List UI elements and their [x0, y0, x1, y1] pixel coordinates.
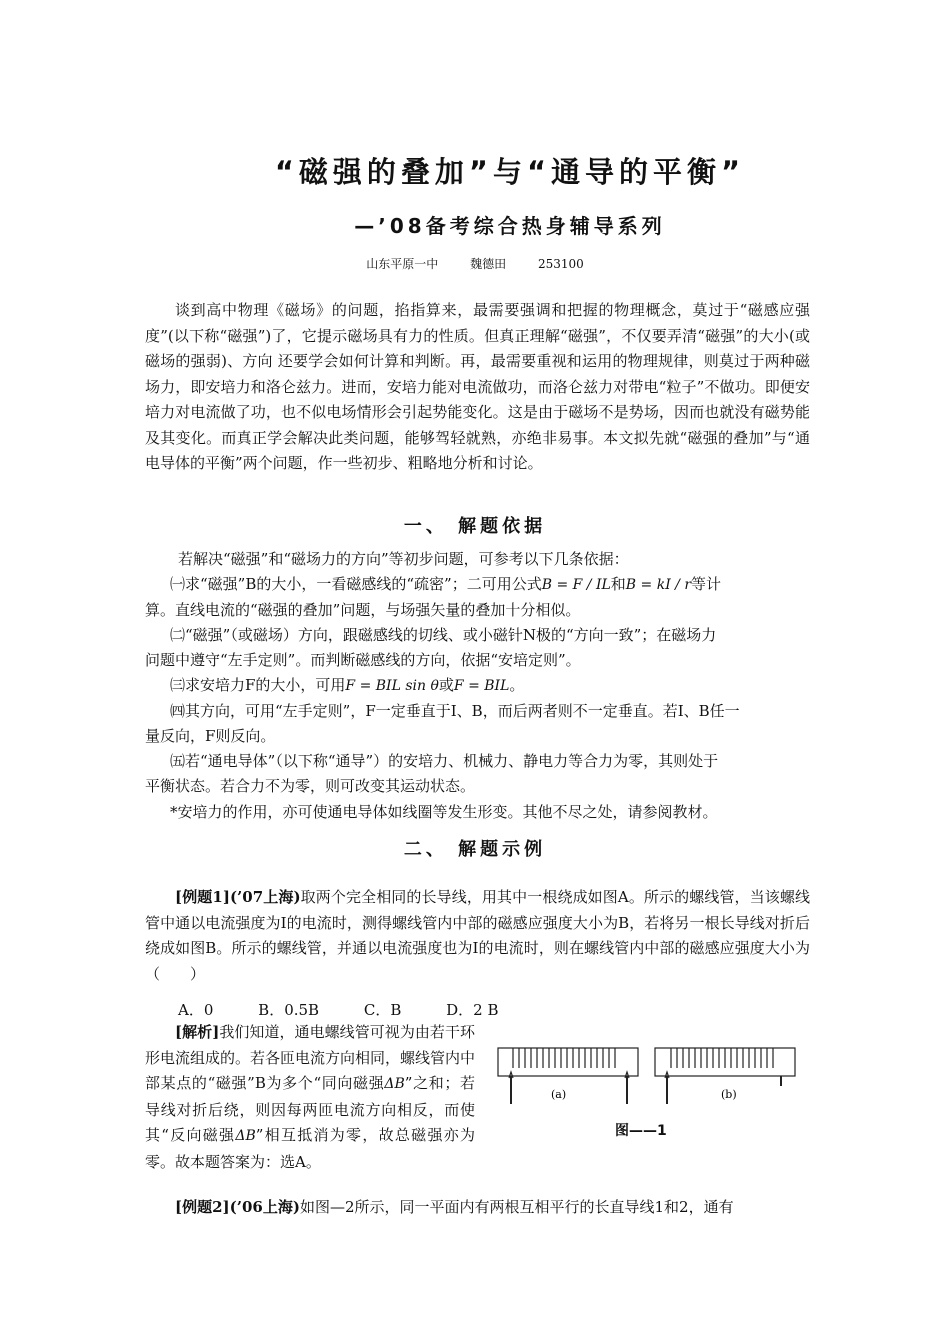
item2-line1: ㈡“磁强”（或磁场）方向，跟磁感线的切线、或小磁针N极的“方向一致”；在磁场力	[170, 626, 717, 644]
choice-b: B．0.5B	[258, 1001, 320, 1019]
example2-text: 如图—2所示，同一平面内有两根互相平行的长直导线1和2，通有	[299, 1198, 734, 1216]
choice-d: D．2 B	[446, 1001, 499, 1019]
fig-label-a: (a)	[551, 1088, 567, 1101]
analysis-part2: ”之和；若导线对折后绕，则因每两匝电流方向相反，而使其“反向磁强	[145, 1074, 475, 1144]
formula-b-force: B = F / IL	[541, 577, 611, 593]
intro-paragraph: 谈到高中物理《磁场》的问题，掐指算来，最需要强调和把握的物理概念，莫过于“磁感应强度”(以下称“磁强”)了，它提示磁场具有力的性质。但真正理解“磁强”，不仅要弄清“磁强”的大小(或磁场的强弱)、方向 还要学会如何计算和判断。再，最需要重视和运用的物理规律，则莫过于两种磁场力，即安培力和洛仑兹力。进而，安培力能对电流做功，而洛仑兹力对带电“粒子”不做功。即便安培力对电流做了功，也不似电场情形会引起势能变化。这是由于磁场不是势场，因而也就没有磁势能及其变化。而真正学会解决此类问题，能够驾轻就熟，亦绝非易事。本文拟先就“磁强的叠加”与“通电导体的平衡”两个问题，作一些初步、粗略地分析和讨论。	[145, 301, 810, 472]
item1-and: 和	[610, 575, 626, 593]
item1-text: ㈠求“磁强”B的大小，一看磁感线的“疏密”；二可用公式	[170, 575, 542, 593]
item1-line2: 算。直线电流的“磁强的叠加”问题，与场强矢量的叠加十分相似。	[145, 601, 581, 619]
section1-lead: 若解决“磁强”和“磁场力的方向”等初步问题，可参考以下几条依据：	[178, 550, 629, 568]
choice-c: C．B	[363, 1001, 402, 1019]
item3-end: 。	[509, 676, 525, 694]
item3-text: ㈢求安培力F的大小，可用	[170, 676, 346, 694]
section2-heading: 二、 解题示例	[403, 839, 547, 860]
author-name: 魏德田	[470, 257, 507, 271]
section1-heading: 一、 解题依据	[403, 516, 547, 537]
item1-tail: 等计	[691, 575, 722, 593]
analysis-tag: [解析]	[175, 1023, 220, 1041]
item2-line2: 问题中遵守“左手定则”。而判断磁感线的方向，依据“安培定则”。	[145, 651, 581, 669]
choice-a: A．0	[178, 1001, 214, 1019]
example2-source: (’06上海)	[229, 1198, 300, 1216]
analysis-part1: 我们知道，通电螺线管可视为由若干环形电流组成的。若各匝电流方向相同，螺线管内中部某点的“磁强”B为多个“同向磁强	[145, 1023, 476, 1092]
formula-f-bil: F = BIL	[453, 678, 510, 694]
formula-f-sin: F = BIL sin θ	[345, 678, 439, 694]
example1-tag: [例题1]	[175, 888, 230, 906]
item4-line2: 量反向，F则反向。	[145, 727, 276, 745]
example2-line	[145, 1195, 810, 1220]
author-school: 山东平原一中	[366, 257, 439, 271]
delta-b-symbol: ΔB	[384, 1076, 405, 1092]
author-line	[0, 255, 950, 272]
fig-label-b: (b)	[721, 1088, 737, 1101]
author-postcode: 253100	[537, 257, 584, 271]
item5-line2: 平衡状态。若合力不为零，则可改变其运动状态。	[145, 777, 476, 795]
example1-source: (’07上海)	[229, 888, 301, 906]
analysis-paragraph	[145, 1020, 475, 1175]
figure-caption: 图——1	[615, 1123, 667, 1139]
item5-line1: ㈤若“通电导体”（以下称“通导”）的安培力、机械力、静电力等合力为零，其则处于	[170, 752, 719, 770]
item3-line	[170, 673, 835, 699]
solenoid-figure	[493, 1038, 803, 1128]
item4-line1: ㈣其方向，可用“左手定则”，F一定垂直于I、B，而后两者则不一定垂直。若I、B任一	[170, 702, 740, 720]
item3-or: 或	[438, 676, 454, 694]
example2-tag: [例题2]	[175, 1198, 230, 1216]
item1-line1	[170, 572, 835, 598]
example1-paragraph	[145, 885, 841, 987]
article-subtitle: —’08备考综合热身辅导系列	[354, 214, 666, 238]
delta-b-symbol-2: ΔB	[235, 1128, 256, 1144]
example1-choices	[178, 999, 539, 1020]
solenoid-a	[498, 1048, 638, 1104]
section1-note: *安培力的作用，亦可使通电导体如线圈等发生形变。其他不尽之处，请参阅教材。	[170, 803, 718, 821]
analysis-part3: ”相互抵消为零，故总磁强亦为零。故本题答案为：选A。	[145, 1126, 475, 1171]
formula-b-wire: B = kI / r	[625, 577, 692, 593]
example1-text: 取两个完全相同的长导线，用其中一根绕成如图A。所示的螺线管，当该螺线管中通以电流强度为I的电流时，测得螺线管内中部的磁感应强度大小为B，若将另一根长导线对折后绕成如图B。所示的螺线管，并通以电流强度也为I的电流时，则在螺线管内中部的磁感应强度大小为 （ ）	[145, 888, 841, 983]
article-title: “磁强的叠加”与“通导的平衡”	[274, 155, 746, 189]
